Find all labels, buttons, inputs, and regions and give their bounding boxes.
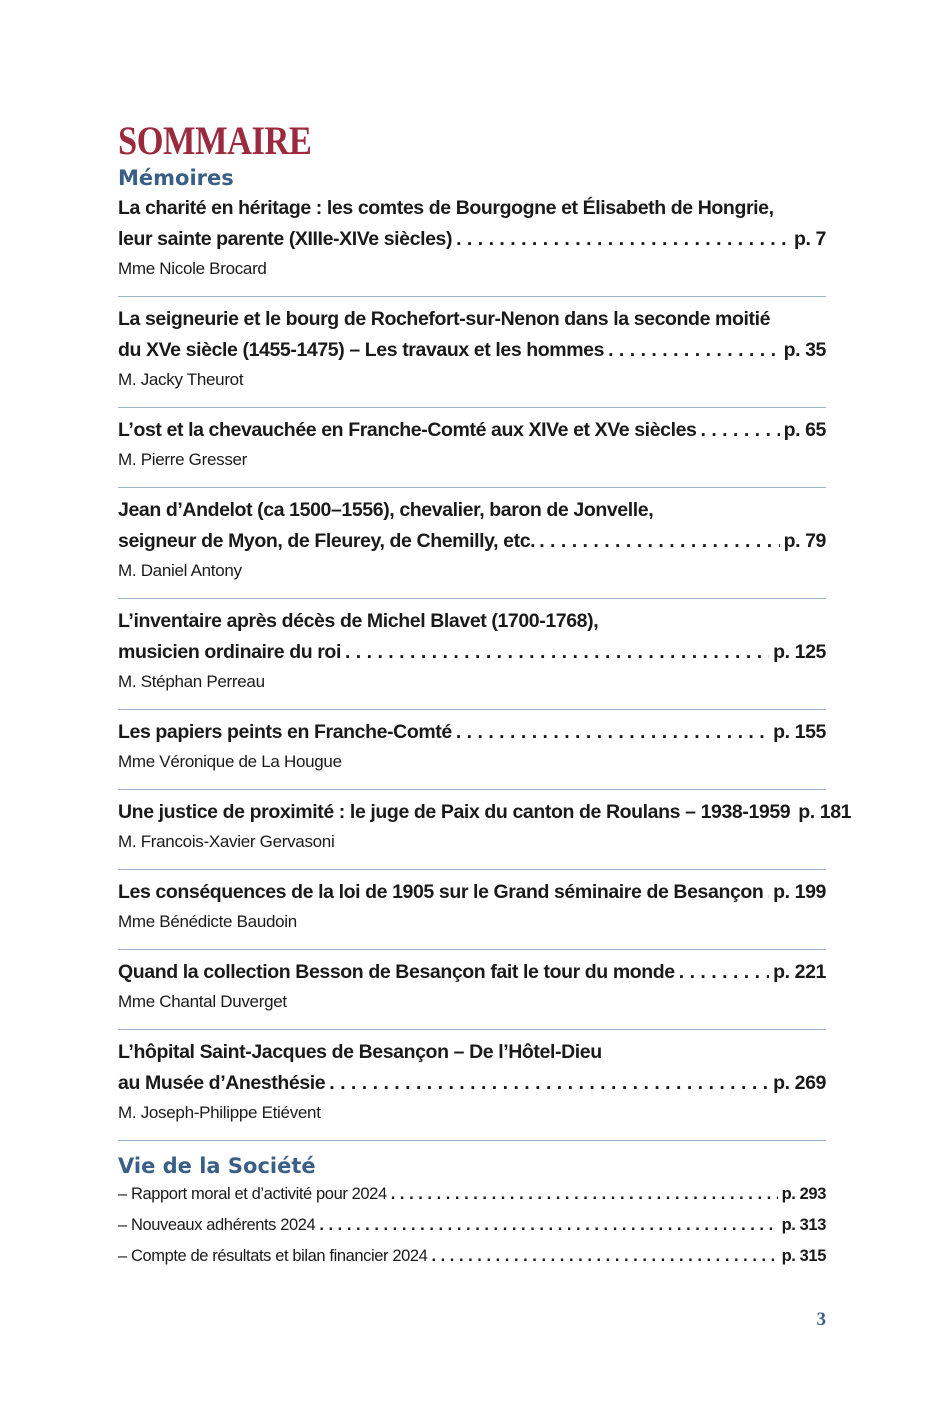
entry-author: M. Francois-Xavier Gervasoni [118, 832, 335, 851]
entry-title-line [118, 606, 826, 637]
vie-item-page-number: p. 293 [781, 1185, 826, 1203]
toc-entry[interactable] [118, 297, 826, 408]
section-heading-vie: Vie de la Société [118, 1154, 316, 1178]
entry-page-number: p. 269 [773, 1072, 826, 1094]
vie-item[interactable] [118, 1210, 826, 1241]
entry-author: M. Joseph-Philippe Etiévent [118, 1103, 321, 1122]
dot-leader [679, 957, 769, 988]
entry-author: Mme Bénédicte Baudoin [118, 912, 297, 931]
entry-title-text: L’inventaire après décès de Michel Blavet (1700-1768), [118, 610, 599, 632]
page-number: 3 [816, 1309, 826, 1330]
dot-leader [391, 1179, 778, 1210]
entry-title-line [118, 1037, 826, 1068]
dot-leader [456, 717, 769, 748]
vie-section [118, 1153, 826, 1272]
vie-item-label: – Compte de résultats et bilan financier 2024 [118, 1247, 428, 1265]
toc-entry[interactable] [118, 1030, 826, 1141]
entry-title-line [118, 526, 826, 557]
table-of-contents [118, 117, 852, 1272]
entry-title-line [118, 224, 826, 255]
entry-title-line [118, 495, 826, 526]
entry-title-text: Jean d’Andelot (ca 1500–1556), chevalier, baron de Jonvelle, [118, 499, 654, 521]
entry-author: M. Jacky Theurot [118, 370, 244, 389]
entry-title-line [118, 877, 826, 908]
entry-title-text: Les papiers peints en Franche-Comté [118, 721, 452, 743]
toc-entry[interactable] [118, 599, 826, 710]
vie-list [118, 1179, 826, 1272]
entry-title-line [118, 335, 826, 366]
memoires-list [118, 191, 852, 1141]
entry-author: M. Daniel Antony [118, 561, 242, 580]
vie-item-page-number: p. 313 [781, 1216, 826, 1234]
toc-entry[interactable] [118, 950, 826, 1030]
vie-item[interactable] [118, 1179, 826, 1210]
entry-author: M. Pierre Gresser [118, 450, 248, 469]
dot-leader [431, 1241, 777, 1272]
entry-title-text: La seigneurie et le bourg de Rochefort-sur-Nenon dans la seconde moitié [118, 308, 771, 330]
toc-entry[interactable] [118, 488, 826, 599]
dot-leader [345, 637, 769, 668]
entry-author: Mme Nicole Brocard [118, 259, 267, 278]
entry-page-number: p. 221 [773, 961, 826, 983]
dot-leader [539, 526, 779, 557]
section-heading-memoires: Mémoires [118, 166, 234, 190]
entry-page-number: p. 199 [773, 881, 826, 903]
entry-title-line [118, 957, 826, 988]
entry-title-text: au Musée d’Anesthésie [118, 1072, 326, 1094]
entry-title-line [118, 1068, 826, 1099]
toc-entry[interactable] [118, 790, 852, 870]
dot-leader [319, 1210, 777, 1241]
entry-title-text: L’hôpital Saint-Jacques de Besançon – De l’Hôtel-Dieu [118, 1041, 602, 1063]
entry-page-number: p. 79 [783, 530, 826, 552]
entry-title-text: musicien ordinaire du roi [118, 641, 341, 663]
entry-title-text: La charité en héritage : les comtes de Bourgogne et Élisabeth de Hongrie, [118, 197, 774, 219]
entry-author: Mme Chantal Duverget [118, 992, 287, 1011]
dot-leader [329, 1068, 769, 1099]
dot-leader [456, 224, 790, 255]
vie-item-label: – Nouveaux adhérents 2024 [118, 1216, 316, 1234]
entry-page-number: p. 7 [794, 228, 826, 250]
vie-item-label: – Rapport moral et d’activité pour 2024 [118, 1185, 387, 1203]
entry-title-line [118, 717, 826, 748]
entry-title-text: leur sainte parente (XIIIe-XIVe siècles) [118, 228, 453, 250]
entry-title-line [118, 637, 826, 668]
entry-title-line [118, 304, 826, 335]
page-title: SOMMAIRE [118, 118, 312, 163]
dot-leader [701, 415, 780, 446]
vie-item-page-number: p. 315 [781, 1247, 826, 1265]
entry-page-number: p. 125 [773, 641, 826, 663]
toc-entry[interactable] [118, 870, 826, 950]
entry-title-line [118, 797, 852, 828]
entry-page-number: p. 155 [773, 721, 826, 743]
toc-entry[interactable] [118, 710, 826, 790]
entry-title-text: Une justice de proximité : le juge de Paix du canton de Roulans – 1938-1959 [118, 801, 791, 823]
entry-author: Mme Véronique de La Hougue [118, 752, 342, 771]
dot-leader [767, 877, 769, 908]
vie-item[interactable] [118, 1241, 826, 1272]
entry-page-number: p. 65 [783, 419, 826, 441]
entry-title-text: L’ost et la chevauchée en Franche-Comté aux XIVe et XVe siècles [118, 419, 697, 441]
entry-title-text: seigneur de Myon, de Fleurey, de Chemilly, etc. [118, 530, 536, 552]
entry-title-text: du XVe siècle (1455-1475) – Les travaux et les hommes [118, 339, 605, 361]
toc-entry[interactable] [118, 191, 826, 297]
entry-page-number: p. 35 [783, 339, 826, 361]
entry-title-text: Quand la collection Besson de Besançon fait le tour du monde [118, 961, 675, 983]
toc-entry[interactable] [118, 408, 826, 488]
entry-title-line [118, 193, 826, 224]
entry-author: M. Stéphan Perreau [118, 672, 265, 691]
entry-title-line [118, 415, 826, 446]
entry-page-number: p. 181 [798, 801, 852, 823]
entry-title-text: Les conséquences de la loi de 1905 sur le Grand séminaire de Besançon [118, 881, 764, 903]
dot-leader [608, 335, 779, 366]
